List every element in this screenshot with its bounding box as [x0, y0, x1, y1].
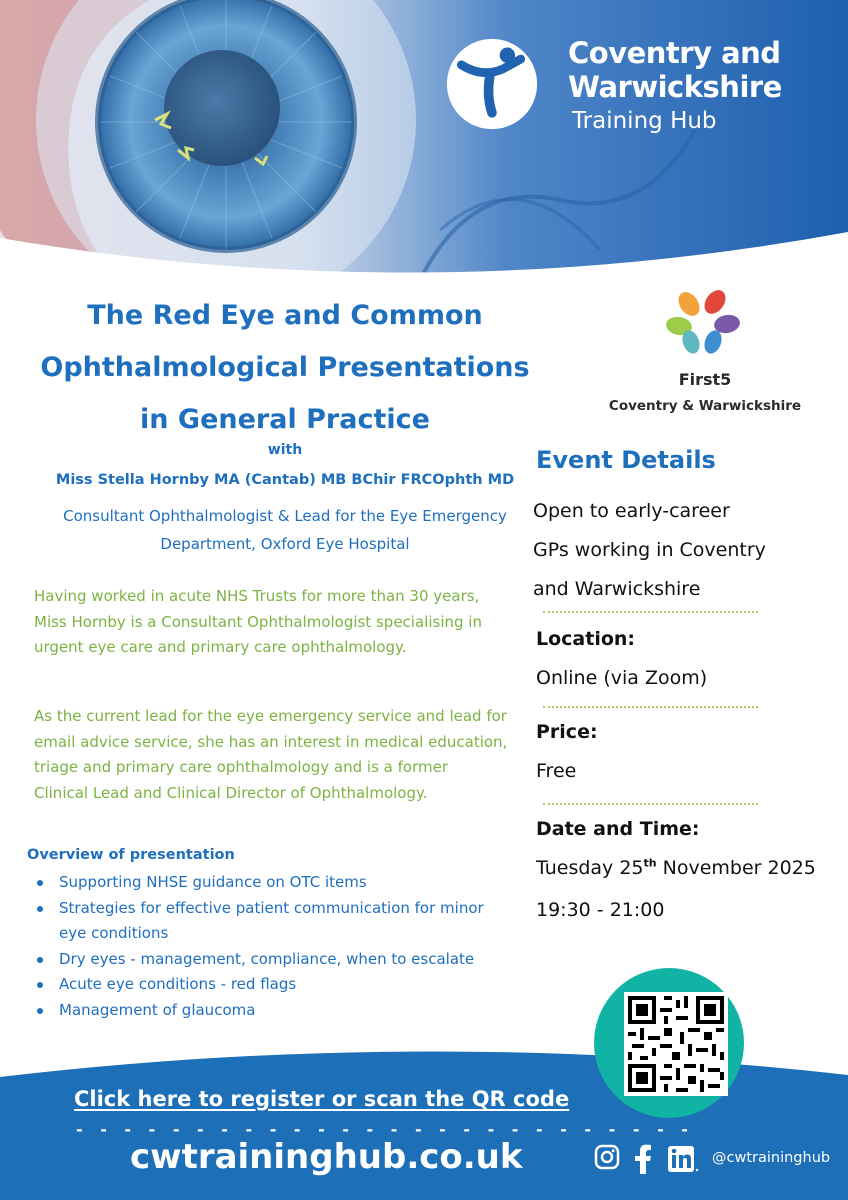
- event-title-line3: in General Practice: [140, 404, 430, 435]
- facebook-icon[interactable]: [634, 1144, 652, 1174]
- bio-line: urgent eye care and primary care ophthalmology.: [34, 638, 407, 656]
- dotted-divider: [543, 611, 758, 613]
- list-item: [34, 896, 504, 947]
- list-item-text: Supporting NHSE guidance on OTC items: [59, 873, 367, 891]
- overview-heading: Overview of presentation: [27, 847, 235, 863]
- person-in-circle-icon: [444, 36, 540, 132]
- colourful-hands-icon: [663, 288, 743, 358]
- org-name-line1: Coventry and: [568, 36, 781, 70]
- bio-paragraph-2: [34, 704, 524, 806]
- list-item-text: Acute eye conditions - red flags: [59, 975, 297, 993]
- list-item: [34, 998, 504, 1024]
- event-title-line2: Ophthalmological Presentations: [40, 352, 530, 383]
- bullet-icon: [37, 906, 43, 912]
- date-ordinal: th: [643, 856, 657, 870]
- with-label: with: [267, 442, 303, 458]
- date-prefix: Tuesday 25: [536, 857, 644, 879]
- website-link[interactable]: cwtraininghub.co.uk: [130, 1137, 523, 1177]
- list-item: [34, 972, 504, 998]
- linkedin-icon[interactable]: [666, 1144, 700, 1174]
- bullet-icon: [37, 982, 43, 988]
- dashed-divider: - - - - - - - - - - - - - - - - - - - - - - - - - -: [76, 1120, 694, 1139]
- eligibility-line: Open to early-career: [533, 500, 730, 522]
- list-item-text: Management of glaucoma: [59, 1000, 256, 1019]
- bio-line: email advice service, she has an interest in medical education,: [34, 732, 508, 751]
- first5-subtitle: Coventry & Warwickshire: [608, 398, 802, 414]
- time-value: 19:30 - 21:00: [536, 899, 665, 921]
- qr-code-pattern: [624, 992, 728, 1096]
- overview-list: [34, 870, 504, 1023]
- bio-line: Miss Hornby is a Consultant Ophthalmologist specialising in: [34, 612, 482, 631]
- dotted-divider: [543, 706, 758, 708]
- bio-line: As the current lead for the eye emergency service and lead for: [34, 707, 507, 725]
- event-title: [20, 290, 550, 446]
- list-item-text: Dry eyes - management, compliance, when to escalate: [59, 949, 475, 968]
- bio-paragraph-1: [34, 584, 524, 661]
- eligibility-line: GPs working in Coventry: [533, 539, 766, 561]
- price-value: Free: [536, 760, 577, 782]
- instagram-icon[interactable]: [594, 1144, 620, 1170]
- event-details-heading: Event Details: [536, 446, 716, 474]
- date-label: Date and Time:: [536, 818, 700, 840]
- date-value: [536, 857, 816, 879]
- bio-line: Having worked in acute NHS Trusts for more than 30 years,: [34, 587, 480, 605]
- location-label: Location:: [536, 628, 636, 650]
- register-link[interactable]: Click here to register or scan the QR code: [74, 1087, 570, 1111]
- org-name-line2: Warwickshire: [568, 70, 782, 104]
- org-name-line3: Training Hub: [572, 108, 717, 134]
- date-suffix: November 2025: [656, 857, 816, 879]
- first5-name: First5: [678, 370, 732, 389]
- social-handle: @cwtraininghub: [712, 1150, 831, 1166]
- bullet-icon: [37, 957, 43, 963]
- speaker-role: [20, 502, 550, 558]
- bullet-icon: [37, 880, 43, 886]
- bio-line: Clinical Lead and Clinical Director of Ophthalmology.: [34, 783, 428, 802]
- list-item: [34, 870, 504, 896]
- bullet-icon: [37, 1008, 43, 1014]
- list-item-text: Strategies for effective patient communication for minor eye conditions: [59, 898, 484, 942]
- training-hub-logo[interactable]: [444, 32, 824, 142]
- bio-line: triage and primary care ophthalmology and is a former: [34, 758, 448, 776]
- qr-code-icon[interactable]: [624, 992, 728, 1096]
- speaker-role-line2: Department, Oxford Eye Hospital: [160, 535, 410, 553]
- speaker-role-line1: Consultant Ophthalmologist & Lead for the Eye Emergency: [63, 507, 507, 525]
- list-item: [34, 947, 504, 973]
- price-label: Price:: [536, 721, 598, 743]
- first5-logo: [580, 286, 830, 426]
- eligibility-text: [533, 492, 833, 609]
- location-value: Online (via Zoom): [536, 667, 708, 689]
- eligibility-line: and Warwickshire: [533, 578, 701, 600]
- speaker-name: Miss Stella Hornby MA (Cantab) MB BChir FRCOphth MD: [55, 472, 515, 488]
- event-title-line1: The Red Eye and Common: [87, 300, 483, 331]
- dotted-divider: [543, 803, 758, 805]
